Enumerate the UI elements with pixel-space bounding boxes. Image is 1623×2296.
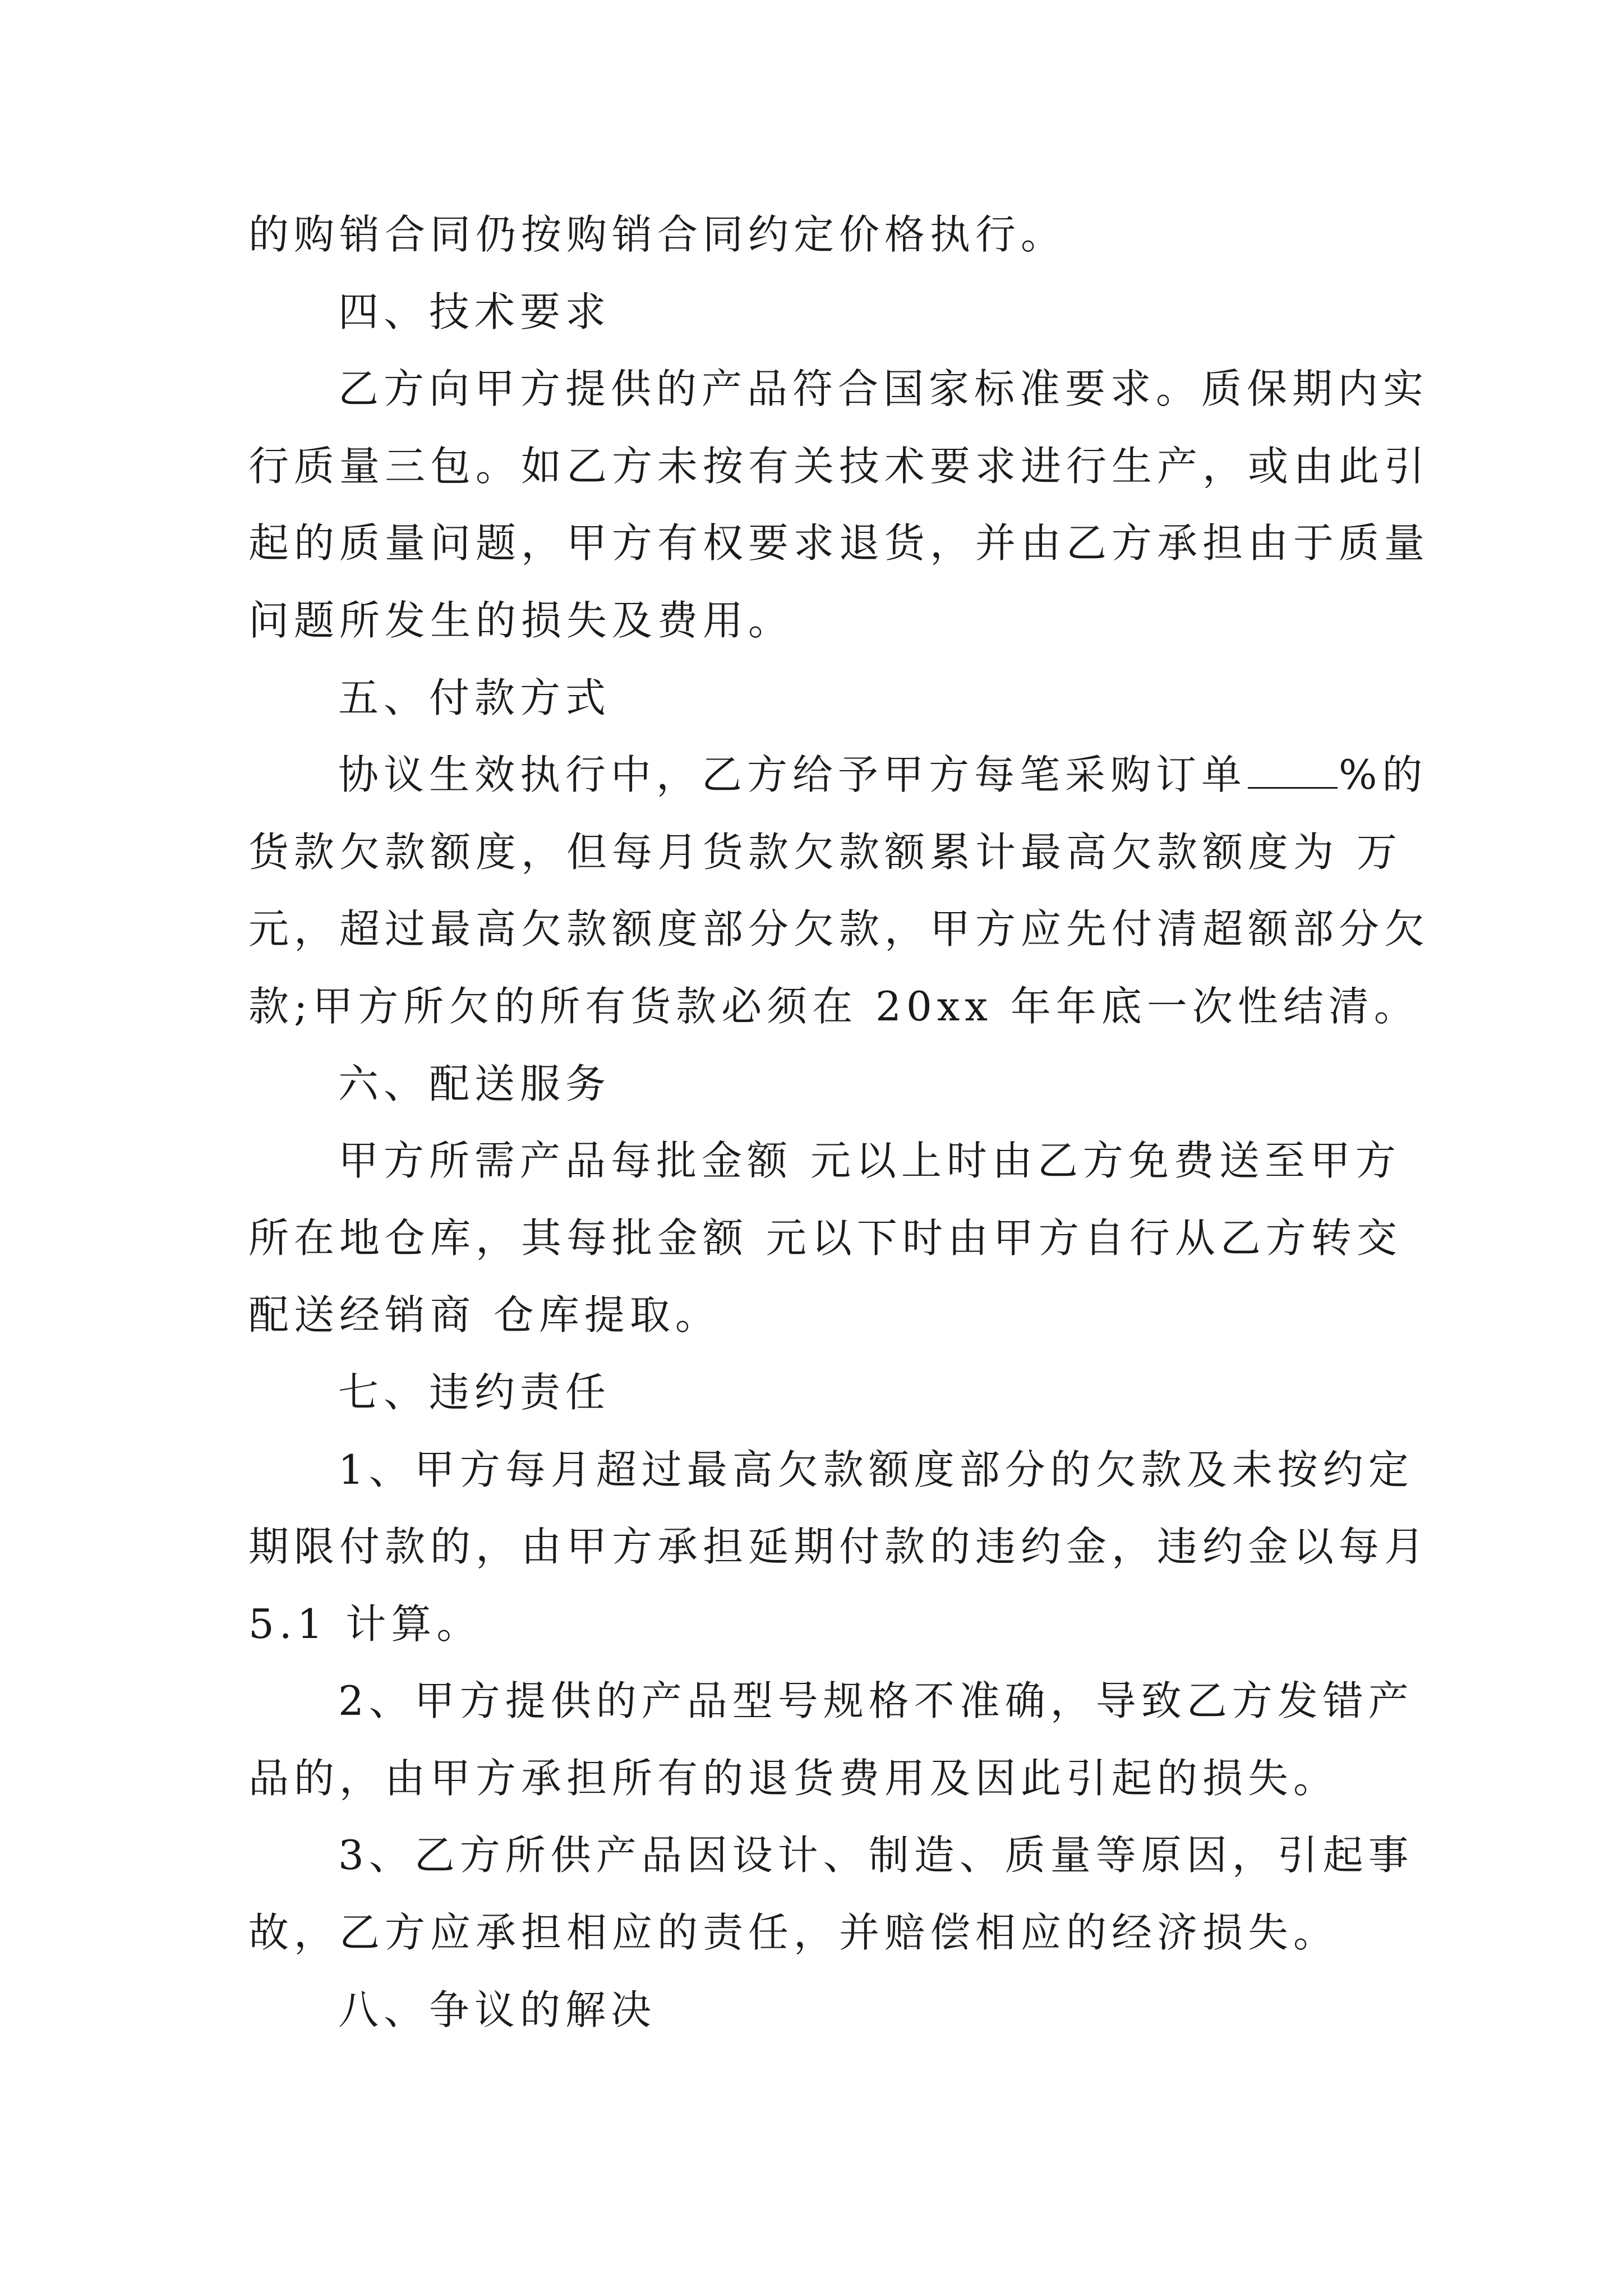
text-line: 故，乙方应承担相应的责任，并赔偿相应的经济损失。 xyxy=(248,1909,1339,1957)
text-line: 5.1 计算。 xyxy=(248,1600,482,1648)
text-line: 的购销合同仍按购销合同约定价格执行。 xyxy=(248,211,1067,258)
text-line: 配送经销商 仓库提取。 xyxy=(248,1291,721,1339)
text-line: 起的质量问题，甲方有权要求退货，并由乙方承担由于质量 xyxy=(248,519,1430,567)
text-line: 2、甲方提供的产品型号规格不准确，导致乙方发错产 xyxy=(338,1677,1414,1725)
text-line: 问题所发生的损失及费用。 xyxy=(248,596,794,644)
section-heading: 八、争议的解决 xyxy=(338,1986,657,2033)
text-line: 乙方向甲方提供的产品符合国家标准要求。质保期内实 xyxy=(338,365,1429,413)
text-line-with-blank xyxy=(248,737,1428,814)
text-segment: 协议生效执行中，乙方给予甲方每笔采购订单 xyxy=(338,751,1247,799)
text-line: 所在地仓库，其每批金额 元以下时由甲方自行从乙方转交 xyxy=(248,1214,1402,1262)
text-line: 1、甲方每月超过最高欠款额度部分的欠款及未按约定 xyxy=(338,1446,1414,1493)
section-heading: 六、配送服务 xyxy=(338,1060,611,1107)
section-heading: 五、付款方式 xyxy=(338,674,611,721)
fill-in-blank xyxy=(1248,753,1338,789)
section-heading: 七、违约责任 xyxy=(338,1368,611,1416)
text-line: 品的，由甲方承担所有的退货费用及因此引起的损失。 xyxy=(248,1754,1339,1802)
text-line: 行质量三包。如乙方未按有关技术要求进行生产，或由此引 xyxy=(248,442,1430,490)
text-segment: %的 xyxy=(1339,751,1428,799)
text-line: 货款欠款额度，但每月货款欠款额累计最高欠款额度为 万 xyxy=(248,828,1402,876)
document-body xyxy=(248,196,1430,2049)
section-heading: 四、技术要求 xyxy=(338,288,611,335)
text-line: 3、乙方所供产品因设计、制造、质量等原因，引起事 xyxy=(338,1832,1414,1879)
text-line: 款;甲方所欠的所有货款必须在 20xx 年年底一次性结清。 xyxy=(248,982,1419,1030)
text-line: 期限付款的，由甲方承担延期付款的违约金，违约金以每月 xyxy=(248,1523,1430,1571)
text-line: 元，超过最高欠款额度部分欠款，甲方应先付清超额部分欠 xyxy=(248,905,1430,953)
text-line: 甲方所需产品每批金额 元以上时由乙方免费送至甲方 xyxy=(338,1137,1401,1185)
